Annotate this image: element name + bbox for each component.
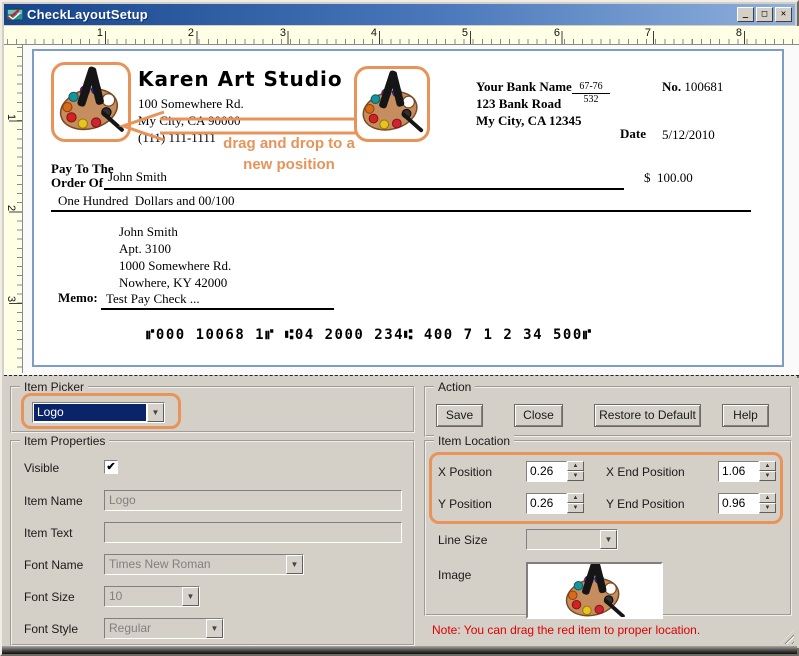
spin-up-icon[interactable]: ▲ xyxy=(759,461,776,471)
font-style-value: Regular xyxy=(109,621,152,635)
micr-line: ⑈000 10068 1⑈ ⑆04 2000 234⑆ 400 7 1 2 34 500⑈ xyxy=(146,327,593,343)
check-canvas[interactable] xyxy=(32,49,784,367)
payee-line xyxy=(104,188,624,190)
x-end-position-value[interactable]: 1.06 xyxy=(718,461,759,482)
logo-item-drag-target[interactable] xyxy=(354,66,430,142)
item-properties-group-label: Item Properties xyxy=(20,434,109,448)
pay-to-line2: Order Of xyxy=(51,175,104,190)
chevron-down-icon[interactable]: ▼ xyxy=(147,403,164,422)
spin-down-icon[interactable]: ▼ xyxy=(759,503,776,513)
ruler-number: 3 xyxy=(5,295,17,303)
ruler-number: 2 xyxy=(187,27,194,39)
font-size-combobox xyxy=(104,586,200,607)
panel-separator xyxy=(4,375,799,376)
payee-address-line: John Smith xyxy=(119,224,178,239)
ruler-number: 4 xyxy=(370,27,377,39)
company-address2: My City, CA 90000 xyxy=(138,113,241,128)
ruler-number: 5 xyxy=(461,27,468,39)
payee-address-line: Nowhere, KY 42000 xyxy=(119,275,228,290)
bank-name: Your Bank Name xyxy=(476,79,572,94)
minimize-button[interactable]: _ xyxy=(737,7,754,22)
visible-label: Visible xyxy=(24,461,60,475)
line-size-value xyxy=(528,531,599,548)
font-name-combobox xyxy=(104,554,304,575)
font-name-value: Times New Roman xyxy=(109,557,211,571)
amount-words-line xyxy=(51,210,751,212)
bank-fraction[interactable] xyxy=(572,81,610,105)
save-button[interactable]: Save xyxy=(436,404,483,427)
restore-default-button[interactable]: Restore to Default xyxy=(594,404,701,427)
item-properties-group xyxy=(10,434,415,646)
y-end-position-label: Y End Position xyxy=(606,497,685,511)
payee-name[interactable]: John Smith xyxy=(108,169,167,184)
spin-down-icon[interactable]: ▼ xyxy=(567,503,584,513)
amount-block[interactable] xyxy=(644,170,693,186)
memo-value[interactable]: Test Pay Check ... xyxy=(106,291,200,306)
help-button[interactable]: Help xyxy=(722,404,769,427)
item-picker-selected-value: Logo xyxy=(34,404,146,421)
payee-address-block[interactable] xyxy=(119,223,231,291)
fraction-denominator: 532 xyxy=(583,94,599,105)
company-phone: (111) 111-1111 xyxy=(138,130,216,145)
fraction-numerator: 67-76 xyxy=(572,81,610,94)
item-location-highlight xyxy=(429,452,783,524)
window-title: CheckLayoutSetup xyxy=(27,7,148,22)
font-size-label: Font Size xyxy=(24,590,75,604)
bank-address1: 123 Bank Road xyxy=(476,96,562,111)
memo-label[interactable]: Memo: xyxy=(58,290,98,305)
check-preview-region xyxy=(4,45,799,375)
item-text-label: Item Text xyxy=(24,526,73,540)
check-number-value: 100681 xyxy=(684,79,724,94)
ruler-number: 8 xyxy=(735,27,742,39)
action-group-label: Action xyxy=(434,380,475,394)
y-position-value[interactable]: 0.26 xyxy=(526,493,567,514)
bank-block[interactable] xyxy=(476,78,581,129)
item-picker-highlight xyxy=(21,393,181,429)
font-style-label: Font Style xyxy=(24,622,79,636)
spin-up-icon[interactable]: ▲ xyxy=(567,493,584,503)
chevron-down-icon: ▼ xyxy=(206,619,223,638)
spin-down-icon[interactable]: ▼ xyxy=(759,471,776,481)
payee-address-line: Apt. 3100 xyxy=(119,241,171,256)
font-name-label: Font Name xyxy=(24,558,84,572)
item-picker-group-label: Item Picker xyxy=(20,380,88,394)
chevron-down-icon: ▼ xyxy=(600,530,617,549)
font-style-combobox xyxy=(104,618,224,639)
resize-grip[interactable] xyxy=(780,630,794,644)
company-address1: 100 Somewhere Rd. xyxy=(138,96,244,111)
bank-address2: My City, CA 12345 xyxy=(476,113,582,128)
item-name-label: Item Name xyxy=(24,494,83,508)
amount-value: 100.00 xyxy=(657,170,693,185)
action-group xyxy=(424,380,792,437)
app-icon xyxy=(7,7,23,22)
title-bar xyxy=(4,4,795,25)
x-end-position-label: X End Position xyxy=(606,465,685,479)
line-size-label: Line Size xyxy=(438,533,488,547)
payee-address-line: 1000 Somewhere Rd. xyxy=(119,258,232,273)
ruler-number: 3 xyxy=(279,27,286,39)
ruler-number: 6 xyxy=(553,27,560,39)
company-name[interactable]: Karen Art Studio xyxy=(138,67,343,91)
item-location-group-label: Item Location xyxy=(434,434,514,448)
font-size-value: 10 xyxy=(109,589,123,603)
ruler-horizontal xyxy=(4,26,799,45)
chevron-down-icon: ▼ xyxy=(286,555,303,574)
ruler-number: 1 xyxy=(96,27,103,39)
drag-hint-line1: drag and drop to a xyxy=(223,135,355,152)
item-picker-group xyxy=(10,380,415,433)
date-label[interactable]: Date xyxy=(620,126,646,141)
check-number-label: No. xyxy=(662,79,682,94)
settings-panel xyxy=(4,378,799,648)
close-dialog-button[interactable]: Close xyxy=(514,404,563,427)
image-label: Image xyxy=(438,568,472,582)
item-name-field: Logo xyxy=(104,490,402,511)
image-preview-box xyxy=(526,562,663,619)
date-value[interactable]: 5/12/2010 xyxy=(662,127,715,142)
dollar-sign: $ xyxy=(644,170,651,185)
item-location-group xyxy=(424,434,792,616)
visible-checkbox[interactable]: ✔ xyxy=(104,460,118,474)
close-button[interactable]: ✕ xyxy=(775,7,792,22)
spin-down-icon[interactable]: ▼ xyxy=(567,471,584,481)
check-number-block[interactable] xyxy=(662,79,723,95)
window-bottom-edge xyxy=(2,646,797,654)
ruler-number: 2 xyxy=(5,204,17,212)
drag-hint-text xyxy=(149,133,429,175)
ruler-number: 1 xyxy=(5,113,17,121)
line-size-combobox xyxy=(526,529,618,550)
maximize-button[interactable]: □ xyxy=(756,7,773,22)
pay-to-label[interactable] xyxy=(51,162,114,190)
palette-icon xyxy=(528,564,661,617)
palette-icon xyxy=(357,69,427,139)
y-end-position-value[interactable]: 0.96 xyxy=(718,493,759,514)
spin-up-icon[interactable]: ▲ xyxy=(567,461,584,471)
amount-words[interactable]: One Hundred Dollars and 00/100 xyxy=(58,193,235,208)
drag-hint-line2: new position xyxy=(243,156,335,173)
spin-up-icon[interactable]: ▲ xyxy=(759,493,776,503)
ruler-vertical xyxy=(4,45,23,373)
x-position-value[interactable]: 0.26 xyxy=(526,461,567,482)
item-text-field xyxy=(104,522,402,543)
chevron-down-icon: ▼ xyxy=(182,587,199,606)
y-position-label: Y Position xyxy=(438,497,492,511)
memo-line xyxy=(101,308,334,310)
x-position-label: X Position xyxy=(438,465,493,479)
note-text: Note: You can drag the red item to proper location. xyxy=(432,623,701,637)
pay-to-line1: Pay To The xyxy=(51,161,114,176)
ruler-number: 7 xyxy=(644,27,651,39)
